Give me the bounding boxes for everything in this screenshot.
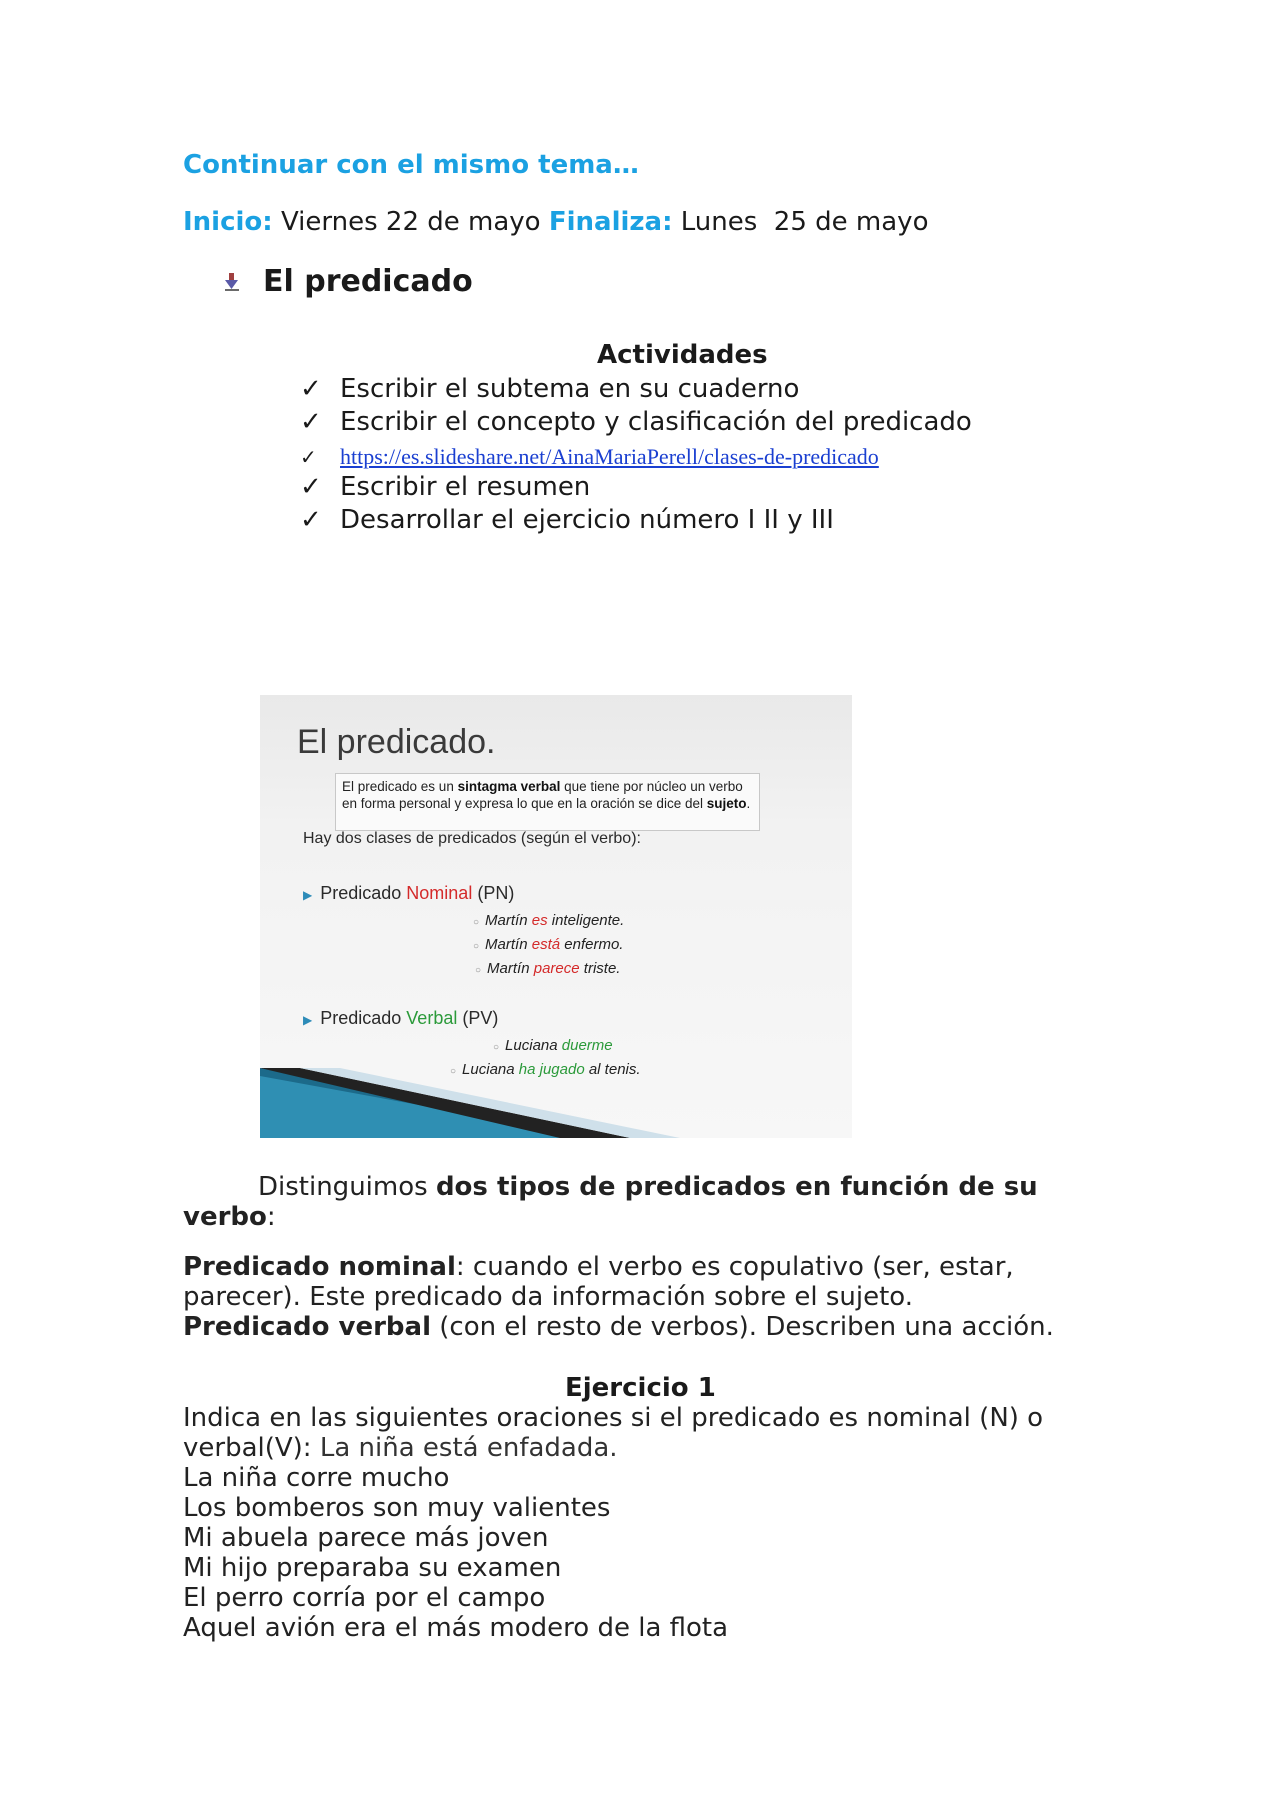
exercise-heading: Ejercicio 1 [565,1373,716,1403]
predicado-slide-image [260,695,852,1138]
slide-box-bold: sujeto [706,796,747,811]
triangle-bullet-icon: ▶ [303,1013,313,1027]
slide-example-subject: Luciana [462,1061,519,1078]
slide-example-verb: parece [533,960,580,977]
slide-verbal-abbr: (PV) [457,1008,499,1028]
check-icon: ✓ [300,445,317,469]
circle-bullet-icon: ○ [475,965,482,976]
slide-example-subject: Martín [485,936,532,953]
topic-title: El predicado [263,264,473,299]
slide-box-text: . [746,796,751,811]
slide-box-text: El predicado es un [342,779,458,794]
activities-heading: Actividades [597,340,768,370]
slide-example-verb: ha jugado [518,1061,585,1078]
slide-verbal-label: Predicado [320,1008,407,1028]
exercise-sentence: Los bomberos son muy valientes [183,1493,611,1523]
circle-bullet-icon: ○ [473,917,480,928]
slide-example-rest: enfermo. [560,936,624,953]
slide-example [475,960,620,977]
check-icon: ✓ [300,407,322,437]
slide-example-subject: Luciana [505,1037,562,1054]
circle-bullet-icon: ○ [473,941,480,952]
end-value: Lunes 25 de mayo [672,207,929,237]
verbal-definition [183,1312,1054,1342]
slide-box-text: que tiene por núcleo un verbo en forma personal y expresa lo que en la oración se dice del [342,779,743,811]
slide-example-rest: al tenis. [584,1061,641,1078]
exercise-instruction-text: verbal(V): [183,1433,320,1463]
activity-item [300,407,972,437]
summary-intro [183,1172,1063,1232]
slide-verbal-word: Verbal [406,1008,458,1028]
summary-intro-bold: verbo [183,1202,267,1232]
slide-nominal-abbr: (PN) [472,883,515,903]
activity-text: Escribir el concepto y clasificación del predicado [340,407,972,437]
slide-example [473,936,623,953]
exercise-instruction: Indica en las siguientes oraciones si el predicado es nominal (N) o [183,1403,1044,1433]
slide-nominal-line [303,883,514,904]
check-icon: ✓ [300,505,322,535]
slide-nominal-word: Nominal [406,883,473,903]
circle-bullet-icon: ○ [493,1042,500,1053]
nominal-label: Predicado nominal [183,1252,456,1282]
exercise-sentence: Mi hijo preparaba su examen [183,1553,562,1583]
slide-example-rest: inteligente. [547,912,625,929]
slide-example-verb: está [531,936,561,953]
activity-text: Escribir el subtema en su cuaderno [340,374,800,404]
activity-item [300,505,834,535]
slide-example-subject: Martín [485,912,532,929]
end-label: Finaliza: [548,207,673,237]
verbal-label: Predicado verbal [183,1312,431,1342]
slide-intro: Hay dos clases de predicados (según el verbo): [303,830,641,847]
circle-bullet-icon: ○ [450,1066,457,1077]
slide-example-verb: duerme [561,1037,613,1054]
check-icon: ✓ [300,472,322,502]
slide-nominal-label: Predicado [320,883,407,903]
slide-example [473,912,624,929]
triangle-bullet-icon: ▶ [303,888,313,902]
start-label: Inicio: [183,207,273,237]
exercise-instruction-cont [183,1433,618,1463]
slide-corner-decoration [260,1068,852,1138]
nominal-definition-cont: parecer). Este predicado da información sobre el sujeto. [183,1282,913,1312]
slide-definition-box [335,773,760,831]
nominal-definition [183,1252,1014,1282]
verbal-text: (con el resto de verbos). Describen una acción. [431,1312,1054,1342]
summary-intro-text: : [266,1202,276,1232]
activity-item [300,441,879,471]
exercise-sentence: La niña está enfadada. [319,1433,618,1463]
continue-title: Continuar con el mismo tema… [183,150,639,180]
activity-text: Desarrollar el ejercicio número I II y III [340,505,834,535]
exercise-sentence: Aquel avión era el más modero de la flota [183,1613,729,1643]
date-line [183,207,928,237]
arrow-bullet-icon [224,272,242,296]
slideshare-link[interactable]: https://es.slideshare.net/AinaMariaPerell/clases-de-predicado [340,444,879,469]
slide-verbal-line [303,1008,498,1029]
exercise-sentence: La niña corre mucho [183,1463,450,1493]
slide-example-verb: es [531,912,548,929]
exercise-sentence: El perro corría por el campo [183,1583,546,1613]
activity-item [300,472,590,502]
activity-item [300,374,799,404]
summary-intro-text: Distinguimos [258,1172,436,1202]
activity-text: Escribir el resumen [340,472,591,502]
start-value: Viernes 22 de mayo [272,207,549,237]
summary-intro-bold: dos tipos de predicados en función de su [435,1172,1038,1202]
check-icon: ✓ [300,374,322,404]
slide-example [493,1037,613,1054]
nominal-text: : cuando el verbo es copulativo (ser, estar, [455,1252,1014,1282]
slide-example-rest: triste. [579,960,621,977]
slide-example-subject: Martín [487,960,534,977]
slide-title: El predicado. [297,723,496,761]
slide-box-bold: sintagma verbal [457,779,561,794]
exercise-sentence: Mi abuela parece más joven [183,1523,549,1553]
